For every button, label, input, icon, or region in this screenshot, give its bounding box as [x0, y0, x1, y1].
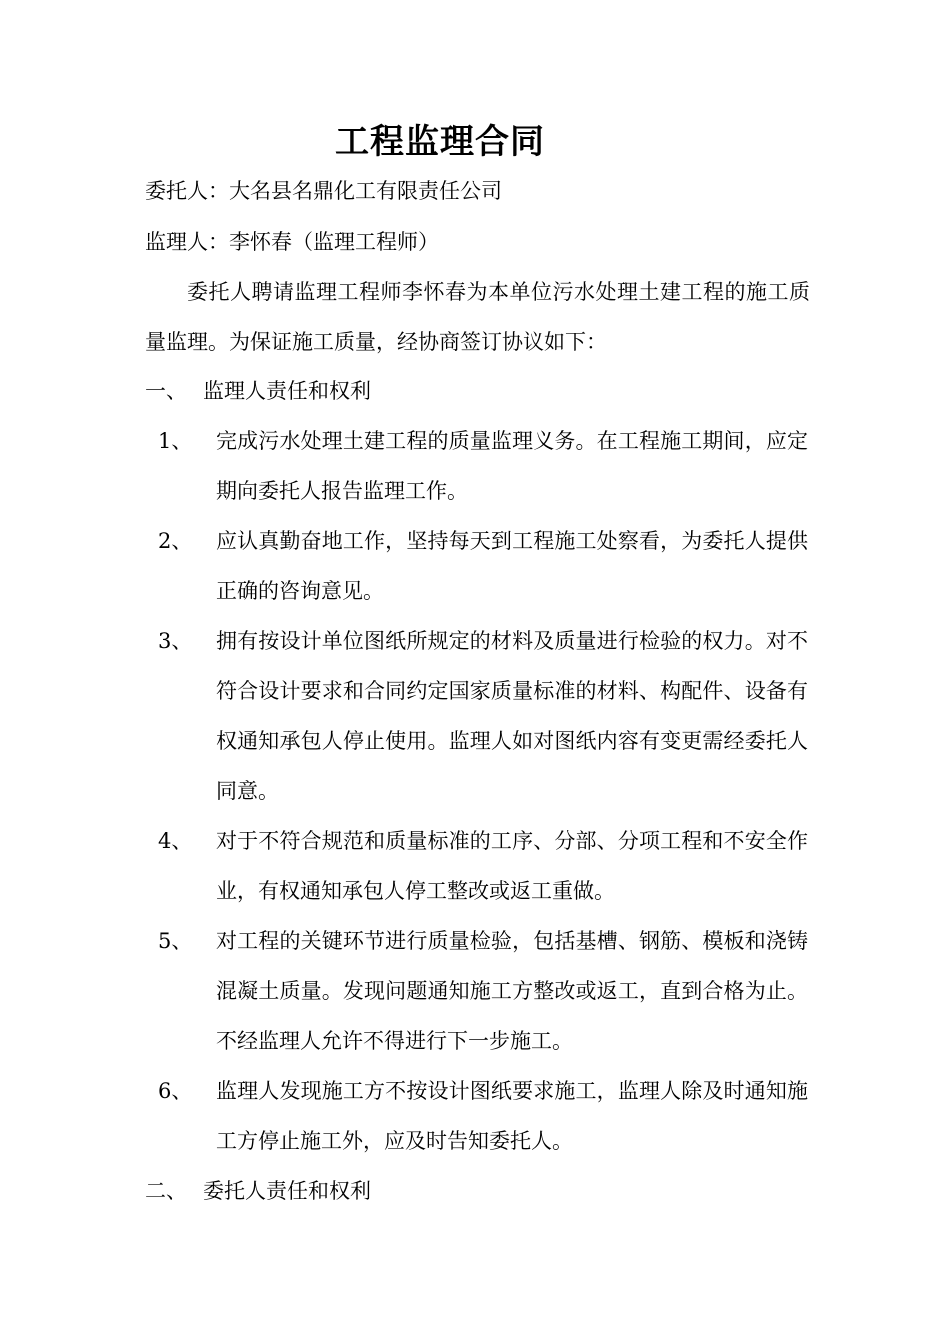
- client-line: 委托人：大名县名鼎化工有限责任公司: [145, 179, 502, 203]
- item-5-text: 对工程的关键环节进行质量检验，包括基槽、钢筋、模板和浇铸混凝土质量。发现问题通知施工方整改或返工，直到合格为止。不经监理人允许不得进行下一步施工。: [216, 929, 808, 1053]
- section-2-heading: 委托人责任和权利: [203, 1179, 371, 1203]
- supervisor-line: 监理人：李怀春（监理工程师）: [145, 230, 439, 254]
- item-6-number: 6、: [158, 1079, 193, 1103]
- section-2-number: 二、: [145, 1179, 187, 1203]
- section-1-heading: 监理人责任和权利: [203, 379, 371, 403]
- intro-paragraph: 委托人聘请监理工程师李怀春为本单位污水处理土建工程的施工质量监理。为保证施工质量，经协商签订协议如下：: [145, 280, 810, 354]
- document-title: 工程监理合同: [335, 122, 545, 162]
- item-5-number: 5、: [158, 929, 193, 953]
- item-2-number: 2、: [158, 529, 193, 553]
- item-4-text: 对于不符合规范和质量标准的工序、分部、分项工程和不安全作业，有权通知承包人停工整改或返工重做。: [216, 829, 808, 903]
- item-2-text: 应认真勤奋地工作，坚持每天到工程施工处察看，为委托人提供正确的咨询意见。: [216, 529, 808, 603]
- item-4-number: 4、: [158, 829, 193, 853]
- section-1-number: 一、: [145, 379, 187, 403]
- item-1-number: 1、: [158, 429, 193, 453]
- item-3-text: 拥有按设计单位图纸所规定的材料及质量进行检验的权力。对不符合设计要求和合同约定国家质量标准的材料、构配件、设备有权通知承包人停止使用。监理人如对图纸内容有变更需经委托人同意。: [216, 629, 808, 803]
- item-3-number: 3、: [158, 629, 193, 653]
- item-6-text: 监理人发现施工方不按设计图纸要求施工，监理人除及时通知施工方停止施工外，应及时告知委托人。: [216, 1079, 808, 1153]
- item-1-text: 完成污水处理土建工程的质量监理义务。在工程施工期间，应定期向委托人报告监理工作。: [216, 429, 808, 503]
